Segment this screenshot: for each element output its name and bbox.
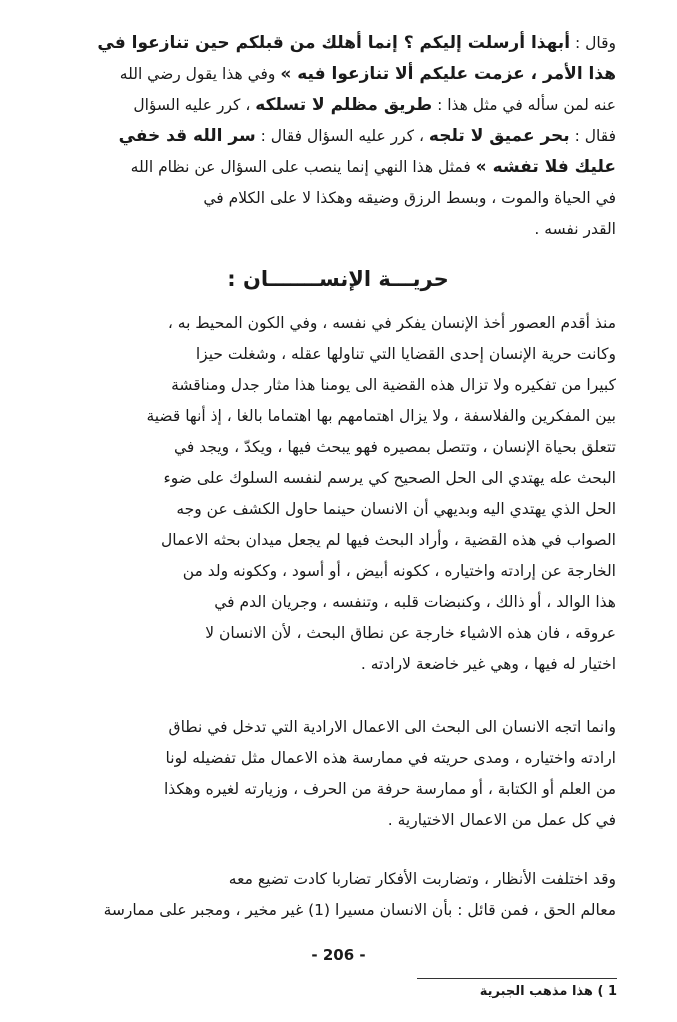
text-line: هذا الوالد ، أو ذالك ، وكنبضات قلبه ، وتنفسه ، وجريان الدم في: [214, 593, 616, 611]
text-run: ، كرر عليه السؤال فقال :: [255, 127, 429, 145]
text-line: منذ أقدم العصور أخذ الإنسان يفكر في نفسه ، وفي الكون المحيط به ،: [167, 314, 616, 332]
text-line: في الحياة والموت ، وبسط الرزق وضيقه وهكذا لا على الكلام في: [203, 189, 616, 207]
text-line: البحث عله يهتدي الى الحل الصحيح كي يرسم لنفسه السلوك على ضوء: [163, 469, 616, 487]
text-line: [60, 152, 616, 183]
text-line: كبيرا من تفكيره ولا تزال هذه القضية الى يومنا هذا مثار جدل ومناقشة: [171, 376, 616, 394]
paragraph-3: [60, 864, 616, 926]
bold-quote: بحر عميق لا تلجه: [428, 126, 570, 146]
footnote-divider: [417, 978, 617, 979]
text-run: ، كرر عليه السؤال: [133, 96, 256, 114]
text-line: وكانت حرية الإنسان إحدى القضايا التي تناولها عقله ، وشغلت حيزا: [195, 345, 616, 363]
text-run: فمثل هذا النهي إنما ينصب على السؤال عن نظام الله: [130, 158, 476, 176]
intro-text-block: [60, 28, 616, 245]
text-line: اختيار له فيها ، وهي غير خاضعة لارادته .: [360, 655, 616, 673]
text-line: من العلم أو الكتابة ، أو ممارسة حرفة من الحرف ، وزيارته لغيره وهكذا: [163, 780, 616, 798]
footnote: 1 ) هذا مذهب الجبرية: [479, 984, 617, 999]
text-line: [60, 90, 616, 121]
text-line: [60, 28, 616, 59]
text-line: تتعلق بحياة الإنسان ، وتتصل بمصيره فهو يبحث فيها ، ويكدّ ، ويجد في: [173, 438, 616, 456]
text-line: [60, 121, 616, 152]
text-run: وقال :: [570, 34, 616, 52]
text-run: عنه لمن سأله في مثل هذا :: [432, 96, 616, 114]
paragraph-2: [60, 712, 616, 836]
paragraph-1: [60, 308, 616, 680]
bold-quote: طريق مظلم لا تسلكه: [255, 95, 433, 115]
section-heading: حريـــة الإنســـــــان :: [227, 267, 449, 291]
text-line: الخارجة عن إرادته واختياره ، ككونه أبيض ، أو أسود ، وككونه ولد من: [182, 562, 616, 580]
text-line: الصواب في هذه القضية ، وأراد البحث فيها لم يجعل ميدان بحثه الاعمال: [161, 531, 616, 549]
text-line: ارادته واختياره ، ومدى حريته في ممارسة هذه الاعمال مثل تفضيله لونا: [165, 749, 616, 767]
bold-quote: هذا الأمر ، عزمت عليكم ألا تنازعوا فيه »: [280, 64, 616, 84]
text-line: معالم الحق ، فمن قائل : بأن الانسان مسيرا (1) غير مخير ، ومجبر على ممارسة: [103, 901, 616, 919]
text-line: بين المفكرين والفلاسفة ، ولا يزال اهتمامهم بها اهتماما بالغا ، إذ أنها قضية: [146, 407, 616, 425]
text-run: فقال :: [569, 127, 616, 145]
text-line: [60, 59, 616, 90]
text-line: في كل عمل من الاعمال الاختيارية .: [387, 811, 616, 829]
text-run: وفي هذا يقول رضي الله: [119, 65, 281, 83]
text-line: وقد اختلفت الأنظار ، وتضاربت الأفكار تضاربا كادت تضيع معه: [228, 870, 616, 888]
bold-quote: سر الله قد خفي: [118, 126, 256, 146]
bold-quote: أبهذا أرسلت إليكم ؟ إنما أهلك من قبلكم حين تنازعوا في: [97, 33, 571, 53]
text-line: الحل الذي يهتدي اليه وبديهي أن الانسان حينما حاول الكشف عن وجه: [176, 500, 616, 518]
text-line: عروقه ، فان هذه الاشياء خارجة عن نطاق البحث ، لأن الانسان لا: [205, 624, 616, 642]
bold-quote: عليك فلا تفشه »: [475, 157, 616, 177]
text-line: وانما اتجه الانسان الى البحث الى الاعمال الارادية التي تدخل في نطاق: [168, 718, 616, 736]
text-line: القدر نفسه .: [534, 220, 616, 238]
page-number: - 206 -: [311, 946, 366, 964]
